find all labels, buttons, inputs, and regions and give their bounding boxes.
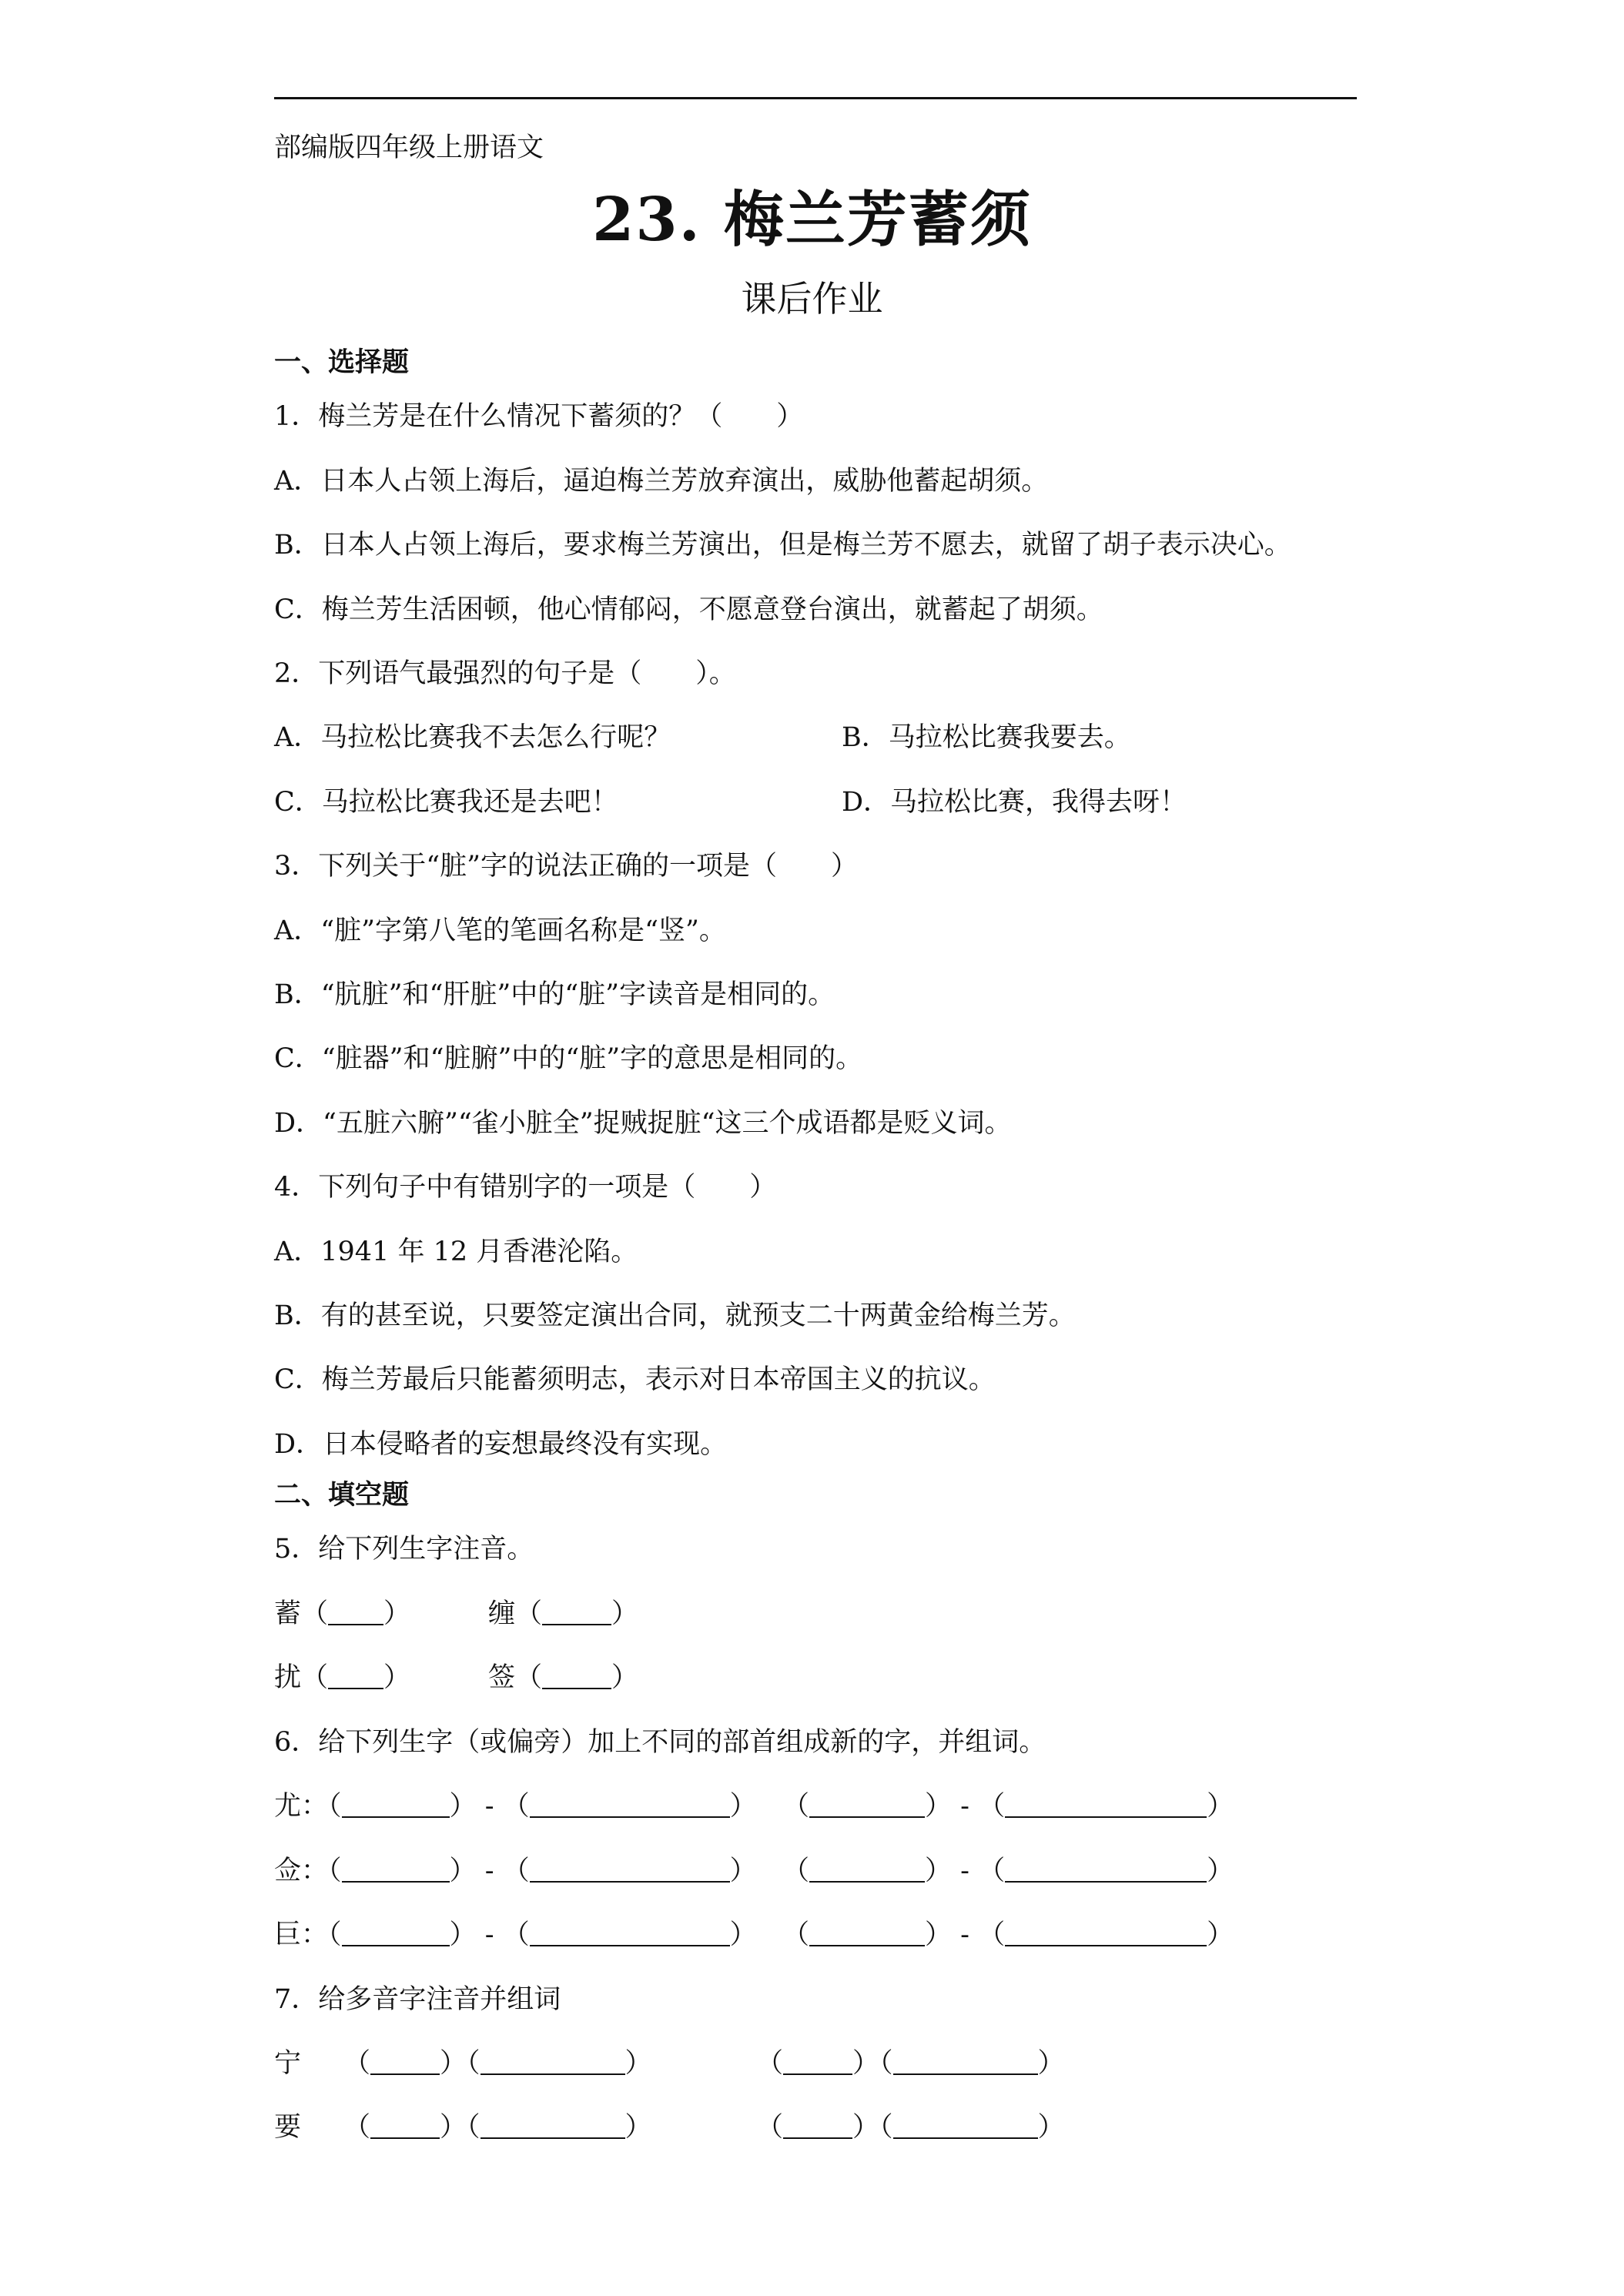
close-paren: ） <box>1207 1856 1234 1886</box>
close-paren: ） <box>383 1662 411 1693</box>
q3-stem: 3．下列关于“脏”字的说法正确的一项是（ ） <box>274 851 859 882</box>
close-paren: ） <box>729 1856 757 1886</box>
dash: - <box>484 1791 494 1822</box>
close-paren: ） <box>729 1919 757 1950</box>
q5-char: 扰 <box>274 1662 302 1693</box>
q1-stem: 1．梅兰芳是在什么情况下蓄须的？（ ） <box>274 401 804 432</box>
dash: - <box>484 1856 494 1886</box>
close-paren: ） <box>624 2112 652 2143</box>
answer-blank[interactable] <box>342 1793 450 1818</box>
answer-blank[interactable] <box>1005 1858 1207 1883</box>
answer-blank[interactable] <box>542 1665 611 1689</box>
q3-option-a: A．“脏”字第八笔的笔画名称是“竖”。 <box>274 915 726 946</box>
close-paren: ） <box>440 2048 467 2079</box>
open-paren: （ <box>467 2112 481 2143</box>
close-paren: ） <box>611 1598 639 1629</box>
close-paren: ） <box>925 1856 953 1886</box>
q2-option-b: B．马拉松比赛我要去。 <box>842 722 1131 753</box>
open-paren: （ <box>301 1662 329 1693</box>
open-paren: （ <box>343 2112 371 2143</box>
answer-blank[interactable] <box>893 2114 1038 2139</box>
close-paren: ） <box>1037 2112 1065 2143</box>
q6-row-label: 佥： <box>274 1856 329 1886</box>
answer-blank[interactable] <box>530 1793 730 1818</box>
open-paren: （ <box>515 1598 543 1629</box>
q2-stem: 2．下列语气最强烈的句子是（ ）。 <box>274 658 736 689</box>
open-paren: （ <box>328 1791 342 1822</box>
close-paren: ） <box>449 1791 477 1822</box>
close-paren: ） <box>383 1598 411 1629</box>
close-paren: ） <box>925 1919 953 1950</box>
answer-blank[interactable] <box>893 2050 1038 2075</box>
q5-item <box>488 1592 638 1631</box>
q4-option-b: B．有的甚至说，只要签定演出合同，就预支二十两黄金给梅兰芳。 <box>274 1300 1076 1331</box>
answer-blank[interactable] <box>1005 1793 1207 1818</box>
q6-row <box>274 1849 757 1888</box>
open-paren: （ <box>782 1791 810 1822</box>
q7-row <box>274 2042 652 2080</box>
open-paren: （ <box>978 1919 1006 1950</box>
close-paren: ） <box>852 2048 880 2079</box>
dash: - <box>960 1919 969 1950</box>
q5-item <box>274 1656 410 1695</box>
q5-char: 缠 <box>488 1598 516 1629</box>
close-paren: ） <box>1207 1919 1234 1950</box>
open-paren: （ <box>756 2048 784 2079</box>
open-paren: （ <box>301 1598 329 1629</box>
q4-stem: 4．下列句子中有错别字的一项是（ ） <box>274 1172 777 1203</box>
q3-option-d: D．“五脏六腑”“雀小脏全”捉贼捉脏“这三个成语都是贬义词。 <box>274 1108 1012 1139</box>
q4-option-c: C．梅兰芳最后只能蓄须明志，表示对日本帝国主义的抗议。 <box>274 1364 996 1395</box>
q7-row-right <box>756 2106 1065 2144</box>
open-paren: （ <box>502 1791 530 1822</box>
open-paren: （ <box>502 1919 530 1950</box>
q5-item <box>488 1656 638 1695</box>
q6-stem: 6．给下列生字（或偏旁）加上不同的部首组成新的字，并组词。 <box>274 1727 1046 1758</box>
q6-row-label: 巨： <box>274 1919 329 1950</box>
answer-blank[interactable] <box>328 1601 383 1625</box>
open-paren: （ <box>756 2112 784 2143</box>
answer-blank[interactable] <box>783 2050 852 2075</box>
close-paren: ） <box>449 1919 477 1950</box>
q7-row-label: 宁 <box>274 2048 302 2079</box>
close-paren: ） <box>1207 1791 1234 1822</box>
open-paren: （ <box>328 1856 342 1886</box>
close-paren: ） <box>729 1791 757 1822</box>
close-paren: ） <box>624 2048 652 2079</box>
close-paren: ） <box>925 1791 953 1822</box>
q2-option-a: A．马拉松比赛我不去怎么行呢？ <box>274 722 671 753</box>
q2-option-c: C．马拉松比赛我还是去吧！ <box>274 787 618 818</box>
page-title: 23. 梅兰芳蓄须 <box>592 185 1032 255</box>
q1-option-a: A．日本人占领上海后，逼迫梅兰芳放弃演出，威胁他蓄起胡须。 <box>274 466 1049 497</box>
close-paren: ） <box>449 1856 477 1886</box>
close-paren: ） <box>611 1662 639 1693</box>
answer-blank[interactable] <box>1005 1922 1207 1946</box>
answer-blank[interactable] <box>481 2114 625 2139</box>
answer-blank[interactable] <box>809 1858 925 1883</box>
answer-blank[interactable] <box>783 2114 852 2139</box>
answer-blank[interactable] <box>370 2050 440 2075</box>
open-paren: （ <box>978 1791 1006 1822</box>
answer-blank[interactable] <box>342 1922 450 1946</box>
q7-stem: 7．给多音字注音并组词 <box>274 1984 561 2015</box>
q6-row <box>274 1913 757 1952</box>
answer-blank[interactable] <box>809 1793 925 1818</box>
top-rule <box>274 97 1357 99</box>
open-paren: （ <box>782 1919 810 1950</box>
q1-option-c: C．梅兰芳生活困顿，他心情郁闷，不愿意登台演出，就蓄起了胡须。 <box>274 594 1103 625</box>
q4-option-d: D．日本侵略者的妄想最终没有实现。 <box>274 1429 728 1460</box>
open-paren: （ <box>879 2048 893 2079</box>
close-paren: ） <box>1037 2048 1065 2079</box>
section-fill: 二、填空题 <box>274 1479 410 1511</box>
open-paren: （ <box>879 2112 893 2143</box>
close-paren: ） <box>440 2112 467 2143</box>
q3-option-b: B．“肮脏”和“肝脏”中的“脏”字读音是相同的。 <box>274 979 835 1010</box>
q5-char: 蓄 <box>274 1598 302 1629</box>
q7-row <box>274 2106 652 2144</box>
q5-char: 签 <box>488 1662 516 1693</box>
open-paren: （ <box>328 1919 342 1950</box>
answer-blank[interactable] <box>370 2114 440 2139</box>
q7-row-right <box>756 2042 1065 2080</box>
open-paren: （ <box>978 1856 1006 1886</box>
q5-stem: 5．给下列生字注音。 <box>274 1534 534 1565</box>
q6-row-label: 尤： <box>274 1791 329 1822</box>
q7-row-label: 要 <box>274 2112 302 2143</box>
section-choice: 一、选择题 <box>274 346 410 378</box>
close-paren: ） <box>852 2112 880 2143</box>
answer-blank[interactable] <box>328 1665 383 1689</box>
q3-option-c: C．“脏器”和“脏腑”中的“脏”字的意思是相同的。 <box>274 1043 863 1074</box>
dash: - <box>960 1791 969 1822</box>
answer-blank[interactable] <box>342 1858 450 1883</box>
open-paren: （ <box>343 2048 371 2079</box>
q6-row-right <box>782 1785 1234 1823</box>
q2-option-d: D．马拉松比赛，我得去呀！ <box>842 787 1187 818</box>
q4-option-a: A．1941 年 12 月香港沦陷。 <box>274 1237 638 1267</box>
dash: - <box>484 1919 494 1950</box>
q6-row-right <box>782 1849 1234 1888</box>
open-paren: （ <box>515 1662 543 1693</box>
open-paren: （ <box>782 1856 810 1886</box>
answer-blank[interactable] <box>542 1601 611 1625</box>
answer-blank[interactable] <box>809 1922 925 1946</box>
q6-row-right <box>782 1913 1234 1952</box>
answer-blank[interactable] <box>530 1858 730 1883</box>
page-subtitle: 课后作业 <box>741 278 883 320</box>
q5-item <box>274 1592 410 1631</box>
header-label: 部编版四年级上册语文 <box>274 132 544 163</box>
q1-option-b: B．日本人占领上海后，要求梅兰芳演出，但是梅兰芳不愿去，就留了胡子表示决心。 <box>274 530 1291 561</box>
open-paren: （ <box>467 2048 481 2079</box>
answer-blank[interactable] <box>530 1922 730 1946</box>
dash: - <box>960 1856 969 1886</box>
q6-row <box>274 1785 757 1823</box>
open-paren: （ <box>502 1856 530 1886</box>
answer-blank[interactable] <box>481 2050 625 2075</box>
